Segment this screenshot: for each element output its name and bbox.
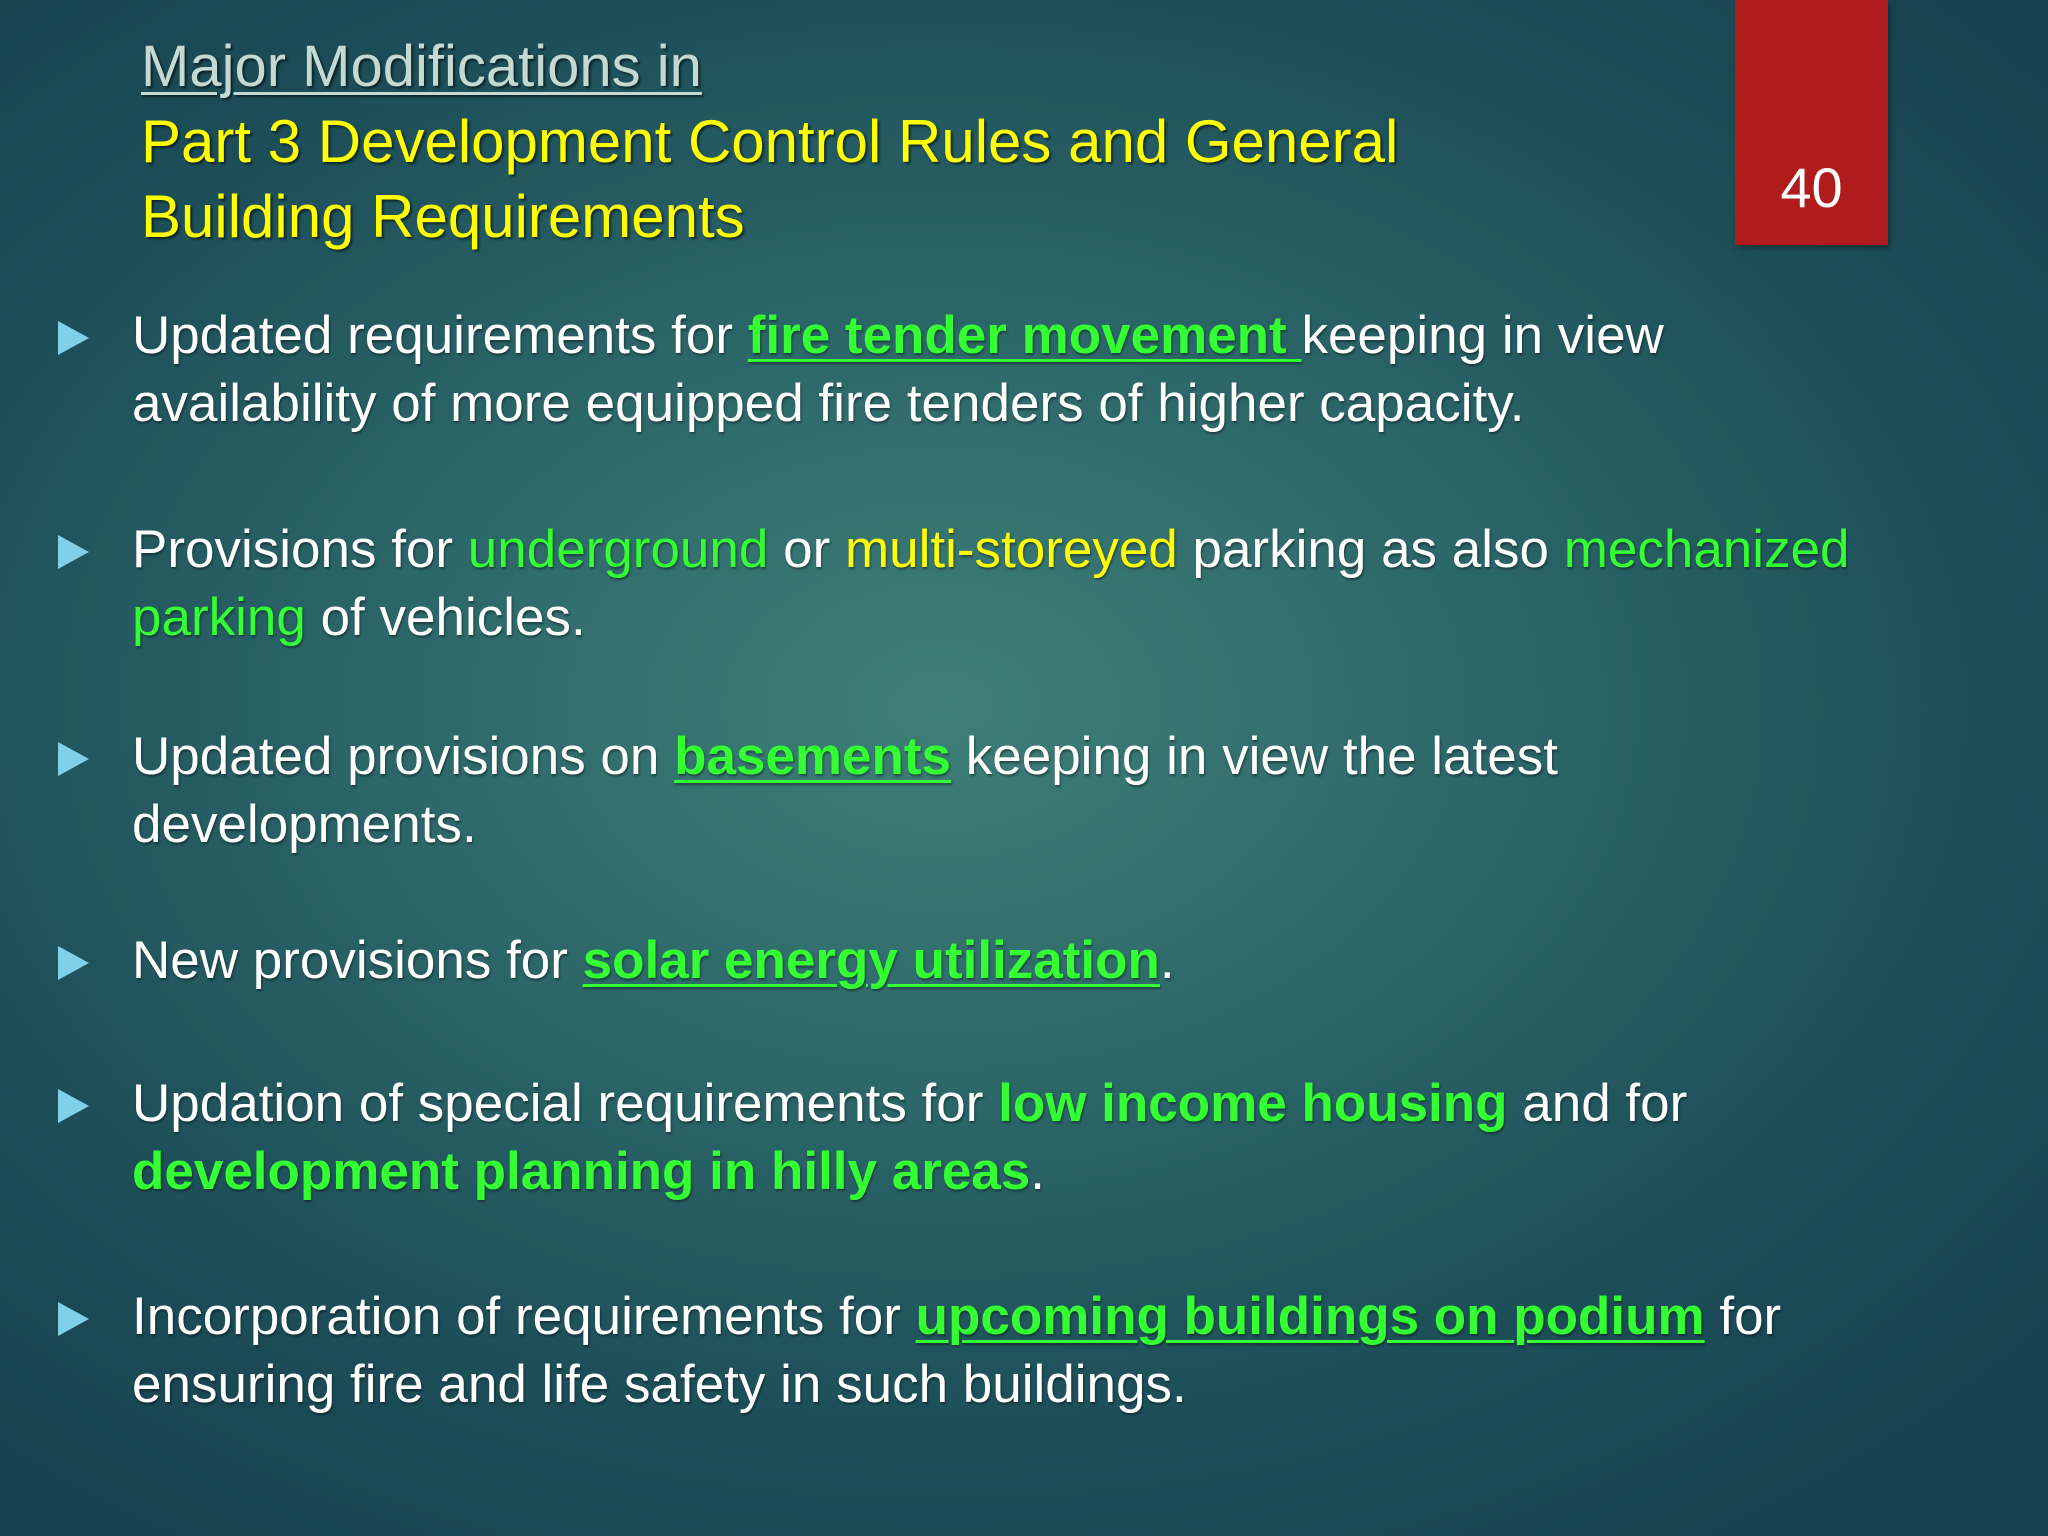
bullet-text	[132, 302, 2012, 438]
bullet-text-segment: parking as also	[1177, 520, 1564, 579]
bullet-arrow-icon	[58, 321, 89, 355]
title-line-part3: Part 3 Development Control Rules and General	[141, 108, 1399, 175]
bullet-arrow-icon	[58, 742, 89, 776]
bullet-text	[132, 1283, 2012, 1419]
bullet-text-segment: .	[1159, 931, 1175, 990]
bullet-text-segment: keeping in view the latest	[951, 727, 1558, 786]
highlight-parking: parking	[132, 588, 306, 647]
bullet-text-segment: Incorporation of requirements for	[132, 1287, 916, 1346]
bullet-text-segment: Updated provisions on	[132, 727, 675, 786]
slide-number: 40	[1780, 156, 1843, 219]
bullet-text-segment: or	[768, 520, 845, 579]
bullet-arrow-icon	[58, 1089, 89, 1123]
bullet-arrow-icon	[58, 946, 89, 980]
highlight-mechanized: mechanized	[1563, 520, 1850, 579]
bullet-text	[132, 1070, 2012, 1206]
slide-title	[141, 30, 1701, 254]
bullet-text-segment: ensuring fire and life safety in such buildings.	[132, 1355, 1187, 1414]
highlight-basements: basements	[674, 727, 952, 786]
bullet-text-segment: developments.	[132, 795, 477, 854]
bullet-arrow-icon	[58, 1302, 89, 1336]
bullet-text-segment: .	[1030, 1142, 1045, 1201]
bullet-text	[132, 516, 2012, 652]
bullet-text-segment: Updation of special requirements for	[132, 1074, 999, 1133]
highlight-development-planning-hilly-areas: development planning in hilly areas	[132, 1142, 1031, 1201]
bullet-text	[132, 927, 2012, 995]
bullet-text-segment: Updated requirements for	[132, 306, 748, 365]
highlight-fire-tender-movement: fire tender movement	[747, 306, 1302, 365]
bullet-text	[132, 723, 2012, 859]
highlight-solar-energy-utilization: solar energy utilization	[582, 931, 1160, 990]
bullet-arrow-icon	[58, 535, 89, 569]
highlight-underground: underground	[467, 520, 769, 579]
bullet-text-segment: for	[1704, 1287, 1782, 1346]
bullet-text-segment: availability of more equipped fire tenders of higher capacity.	[132, 374, 1525, 433]
slide-number-tab	[1735, 0, 1888, 245]
bullet-text-segment: of vehicles.	[305, 588, 586, 647]
highlight-multi-storeyed: multi-storeyed	[844, 520, 1178, 579]
highlight-upcoming-buildings-on-podium: upcoming buildings on podium	[915, 1287, 1705, 1346]
title-line-major-modifications: Major Modifications in	[141, 34, 702, 99]
bullet-text-segment: Provisions for	[132, 520, 468, 579]
title-line-building-requirements: Building Requirements	[141, 183, 745, 250]
bullet-text-segment: New provisions for	[132, 931, 583, 990]
bullet-text-segment: keeping in view	[1301, 306, 1664, 365]
highlight-low-income-housing: low income housing	[998, 1074, 1508, 1133]
bullet-text-segment: and for	[1507, 1074, 1688, 1133]
